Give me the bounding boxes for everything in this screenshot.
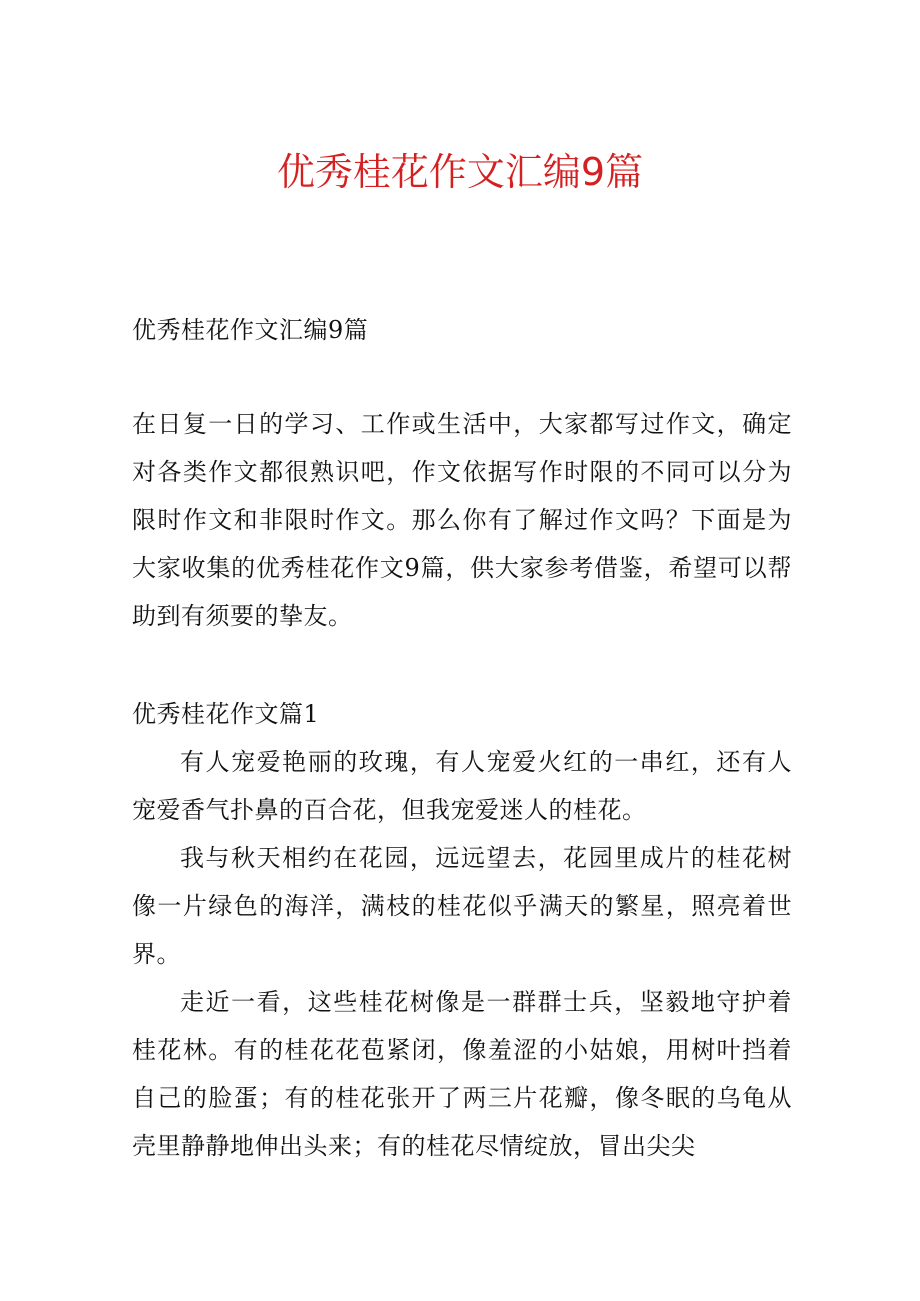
essay-paragraph: 有人宠爱艳丽的玫瑰，有人宠爱火红的一串红，还有人宠爱香气扑鼻的百合花，但我宠爱迷人的桂花。 (132, 748, 792, 824)
document-subtitle: 优秀桂花作文汇编9篇 (132, 316, 369, 344)
essay-body (132, 738, 792, 1170)
essay-paragraph: 我与秋天相约在花园，远远望去，花园里成片的桂花树像一片绿色的海洋，满枝的桂花似乎满天的繁星，照亮着世界。 (132, 844, 792, 968)
essay-paragraph: 走近一看，这些桂花树像是一群群士兵，坚毅地守护着桂花林。有的桂花花苞紧闭，像羞涩的小姑娘，用树叶挡着自己的脸蛋；有的桂花张开了两三片花瓣，像冬眠的乌龟从壳里静静地伸出头来；有的桂花尽情绽放，冒出尖尖 (132, 988, 792, 1160)
document-title: 优秀桂花作文汇编9篇 (276, 150, 644, 194)
section-heading: 优秀桂花作文篇1 (132, 700, 320, 728)
intro-paragraph: 在日复一日的学习、工作或生活中，大家都写过作文，确定对各类作文都很熟识吧，作文依据写作时限的不同可以分为限时作文和非限时作文。那么你有了解过作文吗？下面是为大家收集的优秀桂花作文9篇，供大家参考借鉴，希望可以帮助到有须要的挚友。 (132, 410, 792, 630)
intro-paragraph-container (132, 400, 792, 640)
